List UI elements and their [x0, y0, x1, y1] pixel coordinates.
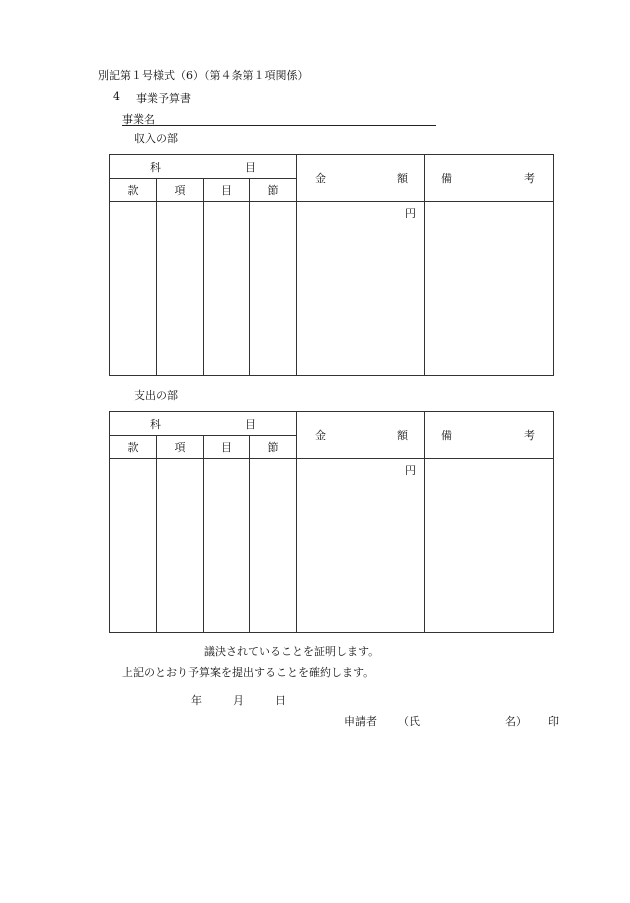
col-moku: 目 [204, 179, 250, 202]
amount-label-right: 額 [397, 429, 408, 442]
section-title: 事業予算書 [136, 92, 191, 105]
date-line[interactable] [191, 692, 286, 708]
expense-table [109, 411, 554, 633]
col-moku: 目 [204, 436, 250, 459]
col-setsu: 節 [250, 179, 297, 202]
cell-setsu[interactable] [250, 202, 297, 376]
remarks-header [425, 155, 554, 202]
name-open: （氏 [398, 715, 420, 728]
cell-remarks[interactable] [425, 202, 554, 376]
yen-unit: 円 [405, 207, 416, 220]
col-kou: 項 [157, 179, 204, 202]
income-section-label: 収入の部 [134, 132, 178, 145]
remarks-label-right: 考 [524, 429, 535, 442]
category-label-left: 科 [150, 160, 161, 174]
cell-amount[interactable] [297, 202, 425, 376]
form-reference: 別記第１号様式（6）（第４条第１項関係） [98, 69, 309, 82]
cell-kou[interactable] [157, 202, 204, 376]
category-label-left: 科 [150, 417, 161, 431]
amount-label-right: 額 [397, 172, 408, 185]
cell-kou[interactable] [157, 459, 204, 633]
remarks-header [425, 412, 554, 459]
project-name-field[interactable] [122, 111, 436, 126]
pledge-statement: 上記のとおり予算案を提出することを確約します。 [122, 666, 375, 679]
year-label: 年 [191, 694, 202, 707]
section-number: 4 [113, 90, 120, 103]
amount-label-left: 金 [315, 429, 326, 442]
income-table [109, 154, 554, 376]
category-header [110, 155, 297, 179]
cell-kan[interactable] [110, 459, 157, 633]
amount-header [297, 412, 425, 459]
remarks-label-left: 備 [441, 429, 452, 442]
cell-kan[interactable] [110, 202, 157, 376]
cell-remarks[interactable] [425, 459, 554, 633]
amount-label-left: 金 [315, 172, 326, 185]
col-setsu: 節 [250, 436, 297, 459]
certification-statement: 議決されていることを証明します。 [204, 645, 380, 658]
category-header [110, 412, 297, 436]
cell-moku[interactable] [204, 459, 250, 633]
category-label-right: 目 [245, 417, 256, 431]
cell-setsu[interactable] [250, 459, 297, 633]
applicant-label: 申請者 [344, 715, 377, 728]
cell-amount[interactable] [297, 459, 425, 633]
expense-section-label: 支出の部 [134, 389, 178, 402]
amount-header [297, 155, 425, 202]
name-close: 名） [505, 715, 527, 728]
cell-moku[interactable] [204, 202, 250, 376]
col-kan: 款 [110, 179, 157, 202]
category-label-right: 目 [245, 160, 256, 174]
month-label: 月 [233, 694, 244, 707]
yen-unit: 円 [405, 464, 416, 477]
applicant-line[interactable] [344, 713, 559, 729]
col-kan: 款 [110, 436, 157, 459]
seal-mark: 印 [548, 715, 559, 728]
col-kou: 項 [157, 436, 204, 459]
day-label: 日 [275, 694, 286, 707]
remarks-label-right: 考 [524, 172, 535, 185]
project-name-label: 事業名 [122, 113, 155, 126]
remarks-label-left: 備 [441, 172, 452, 185]
